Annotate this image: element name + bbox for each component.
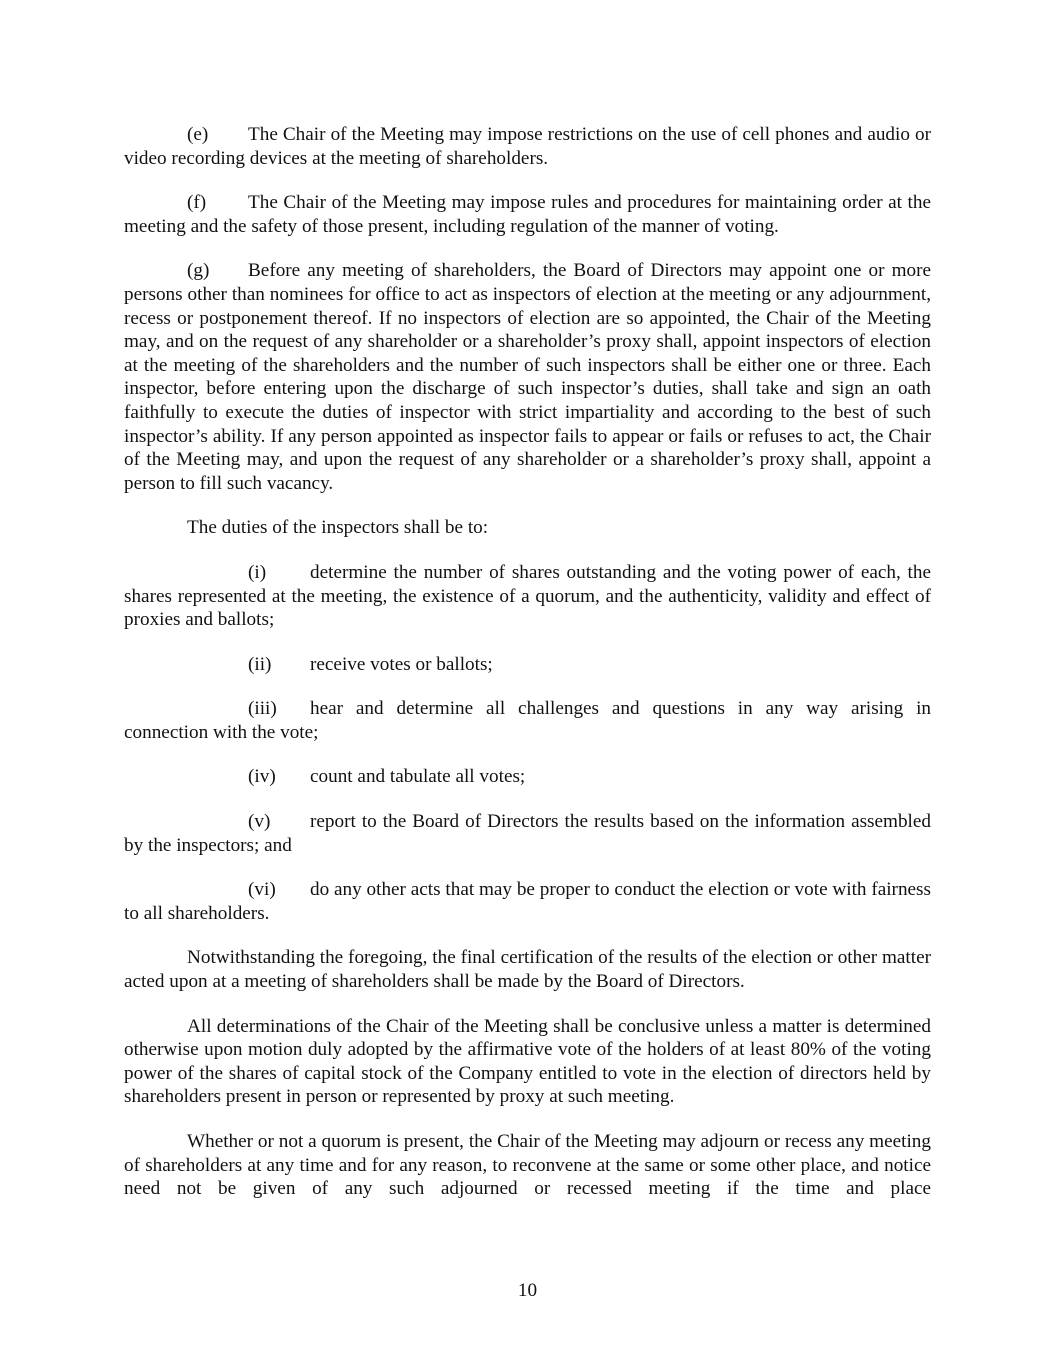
paragraph-label: (g) bbox=[187, 260, 210, 282]
paragraph-text: Before any meeting of shareholders, the Board of Directors may appoint one or more persons other than nominees for office to act as inspectors of election at the meeting or any adjournment, recess or postponement thereof. If no inspectors of election are so appointed, the Chair of the Meeting may, and on the request of any shareholder or a shareholder’s proxy shall, appoint inspectors of election at the meeting of the shareholders and the number of such inspectors shall be either one or three. Each inspector, before entering upon the discharge of such inspector’s duties, shall take and sign an oath faithfully to execute the duties of inspector with strict impartiality and according to the best of such inspector’s ability. If any person appointed as inspector fails to appear or fails or refuses to act, the Chair of the Meeting may, and upon the request of any shareholder or a shareholder’s proxy shall, appoint a person to fill such vacancy. bbox=[124, 260, 931, 494]
paragraph-f bbox=[124, 191, 931, 238]
duty-item-vi bbox=[124, 878, 931, 925]
paragraph-label: (f) bbox=[187, 192, 207, 214]
duty-label: (ii) bbox=[248, 653, 272, 675]
duty-item-ii bbox=[124, 653, 931, 677]
duty-item-iv bbox=[124, 765, 931, 789]
paragraph-label: (e) bbox=[187, 124, 209, 145]
page-number: 10 bbox=[517, 1280, 538, 1301]
duty-text: do any other acts that may be proper to conduct the election or vote with fairness to all shareholders. bbox=[124, 879, 931, 924]
duty-label: (vi) bbox=[248, 879, 276, 901]
duty-label: (iv) bbox=[248, 766, 276, 788]
closing-paragraph-adjournment: Whether or not a quorum is present, the Chair of the Meeting may adjourn or recess any meeting of shareholders at any time and for any reason, to reconvene at the same or some other place, and notice need not be given of any such adjourned or recessed meeting if the time and place bbox=[124, 1131, 931, 1200]
duty-label: (iii) bbox=[248, 698, 277, 720]
duty-label: (v) bbox=[248, 811, 271, 833]
duty-label: (i) bbox=[248, 561, 267, 583]
duty-item-v bbox=[124, 810, 931, 857]
closing-paragraph-certification: Notwithstanding the foregoing, the final certification of the results of the election or other matter acted upon at a meeting of shareholders shall be made by the Board of Directors. bbox=[124, 947, 931, 993]
paragraph-text: The Chair of the Meeting may impose restrictions on the use of cell phones and audio or video recording devices at the meeting of shareholders. bbox=[124, 124, 931, 169]
duty-text: count and tabulate all votes; bbox=[310, 766, 526, 788]
duty-text: report to the Board of Directors the results based on the information assembled by the inspectors; and bbox=[124, 811, 931, 856]
paragraph-text: The Chair of the Meeting may impose rules and procedures for maintaining order at the meeting and the safety of those present, including regulation of the manner of voting. bbox=[124, 192, 931, 237]
duty-item-i bbox=[124, 561, 931, 632]
duty-item-iii bbox=[124, 697, 931, 744]
duties-intro: The duties of the inspectors shall be to: bbox=[187, 517, 489, 539]
closing-paragraph-determinations: All determinations of the Chair of the Meeting shall be conclusive unless a matter is determined otherwise upon motion duly adopted by the affirmative vote of the holders of at least 80% of the voting power of the shares of capital stock of the Company entitled to vote in the election of directors held by shareholders present in person or represented by proxy at such meeting. bbox=[124, 1015, 931, 1108]
document-page bbox=[124, 123, 931, 1222]
paragraph-e bbox=[124, 123, 931, 170]
duty-text: determine the number of shares outstanding and the voting power of each, the shares represented at the meeting, the existence of a quorum, and the authenticity, validity and effect of proxies and ballots; bbox=[124, 561, 931, 631]
duty-text: receive votes or ballots; bbox=[310, 653, 493, 675]
duty-text: hear and determine all challenges and questions in any way arising in connection with the vote; bbox=[124, 698, 931, 743]
paragraph-g bbox=[124, 259, 931, 495]
